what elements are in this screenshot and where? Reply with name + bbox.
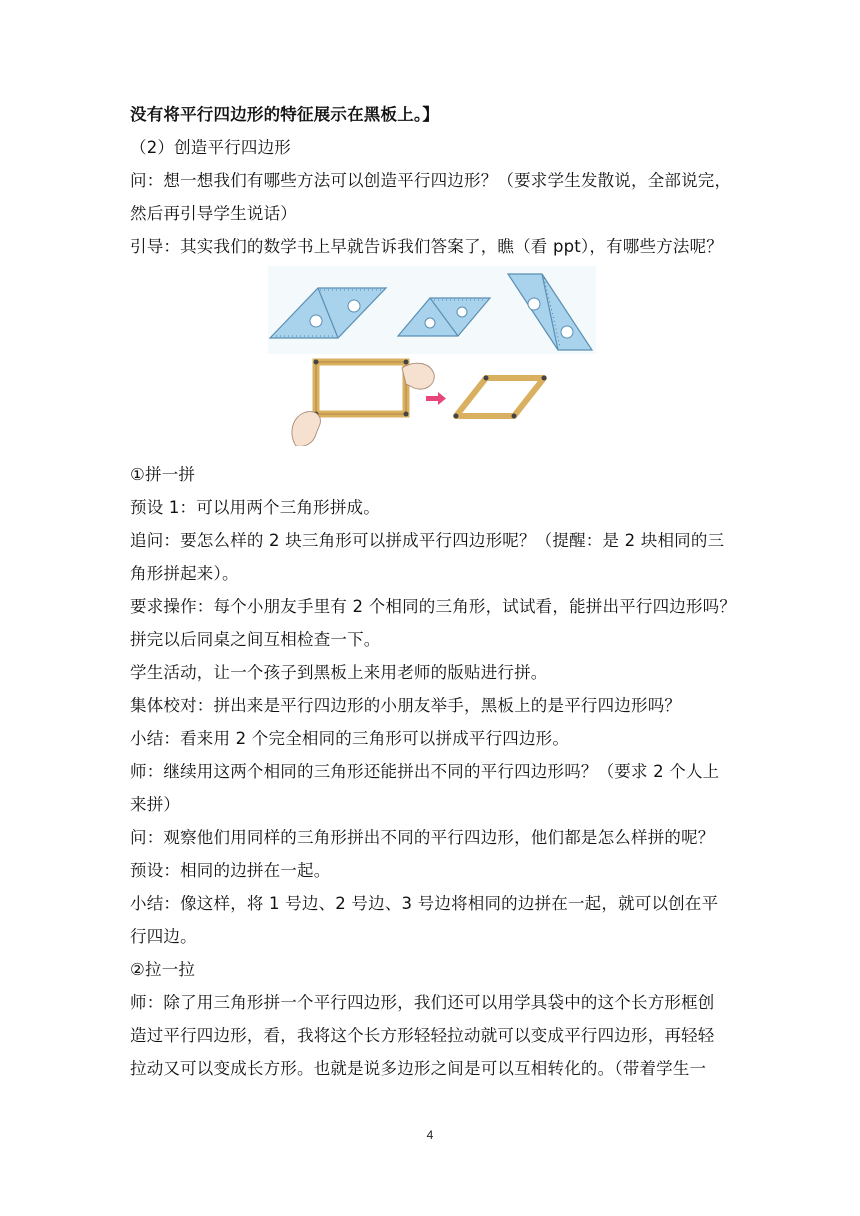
paragraph-line: 问：观察他们用同样的三角形拼出不同的平行四边形，他们都是怎么样拼的呢？ — [130, 828, 715, 847]
document-body — [130, 98, 735, 1085]
page-number: 4 — [426, 1128, 434, 1142]
paragraph-line: 学生活动，让一个孩子到黑板上来用老师的版贴进行拼。 — [130, 663, 548, 682]
rectangle-frame — [292, 360, 434, 447]
set-square-hole-icon — [348, 300, 360, 312]
paragraph-line: 引导：其实我们的数学书上早就告诉我们答案了，瞧（看 ppt），有哪些方法呢？ — [130, 237, 724, 256]
paragraph-line: 没有将平行四边形的特征展示在黑板上。】 — [130, 105, 440, 124]
paragraph-line: 师：除了用三角形拼一个平行四边形，我们还可以用学具袋中的这个长方形框创 — [130, 993, 715, 1012]
rivet-icon — [512, 414, 517, 419]
paragraph-line: 造过平行四边形，看，我将这个长方形轻轻拉动就可以变成平行四边形，再轻轻 — [130, 1026, 715, 1045]
frame-edge — [316, 362, 406, 414]
wooden-frame-icon — [456, 378, 544, 416]
paragraph-line: 小结：看来用 2 个完全相同的三角形可以拼成平行四边形。 — [130, 729, 570, 748]
set-square-hole-icon — [425, 318, 435, 328]
paragraph-line: 然后再引导学生说话） — [130, 204, 297, 223]
paragraph-line: 预设：相同的边拼在一起。 — [130, 861, 331, 880]
set-square-hole-icon — [310, 315, 322, 327]
paragraph-line: 师：继续用这两个相同的三角形还能拼出不同的平行四边形吗？（要求 2 个人上 — [130, 762, 720, 781]
paragraph-line: 预设 1：可以用两个三角形拼成。 — [130, 498, 380, 517]
rivet-icon — [542, 376, 547, 381]
arrow-icon — [426, 392, 446, 405]
paragraph-line: 拉动又可以变成长方形。也就是说多边形之间是可以互相转化的。（带着学生一 — [130, 1059, 707, 1078]
wooden-frame-icon — [316, 362, 406, 414]
hand-icon — [292, 412, 320, 446]
set-square-hole-icon — [457, 307, 467, 317]
rivet-icon — [404, 412, 409, 417]
paragraph-line: 问：想一想我们有哪些方法可以创造平行四边形？（要求学生发散说，全部说完， — [130, 171, 732, 190]
illustration-svg — [130, 266, 735, 446]
paragraph-line: 来拼） — [130, 795, 181, 814]
paragraph-line: 拼完以后同桌之间互相检查一下。 — [130, 630, 381, 649]
paragraph-line: 行四边。 — [130, 927, 197, 946]
paragraph-line: 追问：要怎么样的 2 块三角形可以拼成平行四边形呢？（提醒：是 2 块相同的三 — [130, 531, 725, 550]
rivet-icon — [404, 360, 409, 365]
rivet-icon — [484, 376, 489, 381]
paragraph-line: 要求操作：每个小朋友手里有 2 个相同的三角形，试试看，能拼出平行四边形吗？ — [130, 597, 737, 616]
paragraph-line: 集体校对：拼出来是平行四边形的小朋友举手，黑板上的是平行四边形吗？ — [130, 696, 682, 715]
parallelogram-frame — [454, 376, 547, 419]
rivet-icon — [454, 414, 459, 419]
subsection-heading: ②拉一拉 — [130, 960, 196, 979]
paragraph-line: 小结：像这样，将 1 号边、2 号边、3 号边将相同的边拼在一起，就可以创在平 — [130, 894, 719, 913]
textbook-illustration — [130, 266, 735, 446]
paragraph-line: 角形拼起来）。 — [130, 564, 239, 583]
subsection-heading: ①拼一拼 — [130, 465, 196, 484]
set-square-hole-icon — [528, 298, 540, 310]
set-square-hole-icon — [561, 326, 573, 338]
rivet-icon — [314, 360, 319, 365]
section-heading: （2）创造平行四边形 — [130, 138, 291, 157]
